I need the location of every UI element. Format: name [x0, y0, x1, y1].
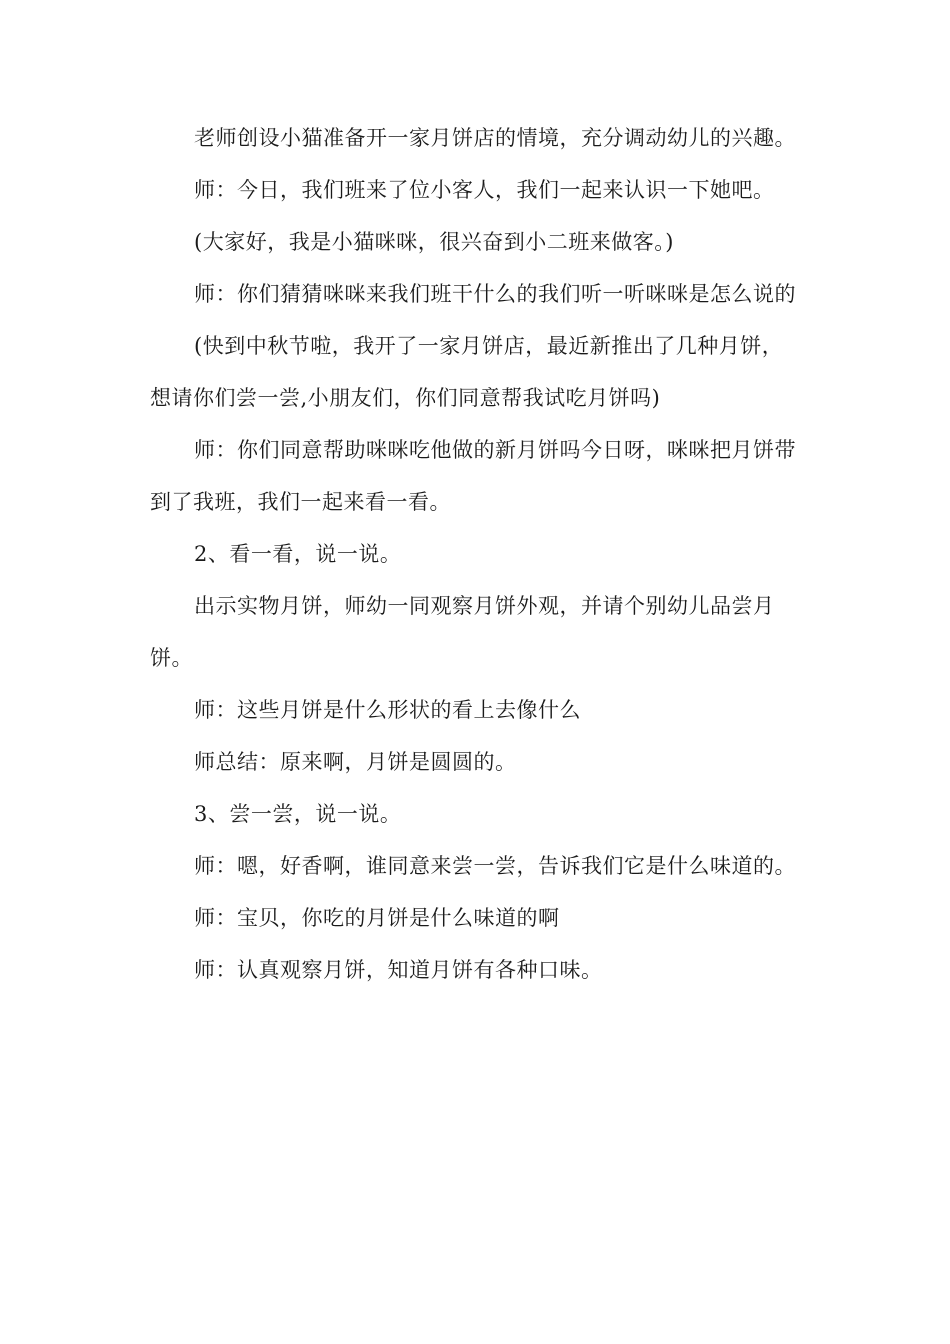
paragraph-teacher-question: 师：你们猜猜咪咪来我们班干什么的我们听一听咪咪是怎么说的 — [194, 282, 796, 306]
section-heading-look: 2、看一看，说一说。 — [194, 542, 402, 566]
paragraph-cat-invitation: (快到中秋节啦，我开了一家月饼店，最近新推出了几种月饼，想请你们尝一尝,小朋友们，你们同意帮我试吃月饼吗) — [150, 334, 784, 410]
paragraph-teacher-summary: 师总结：原来啊，月饼是圆圆的。 — [194, 750, 517, 774]
paragraph-teacher-bring-mooncakes: 师：你们同意帮助咪咪吃他做的新月饼吗今日呀，咪咪把月饼带到了我班，我们一起来看一看。 — [150, 438, 796, 514]
paragraph-teacher-greeting: 师：今日，我们班来了位小客人，我们一起来认识一下她吧。 — [194, 178, 775, 202]
paragraph-intro-context: 老师创设小猫准备开一家月饼店的情境，充分调动幼儿的兴趣。 — [194, 126, 796, 150]
paragraph-teacher-flavor-question: 师：宝贝，你吃的月饼是什么味道的啊 — [194, 906, 560, 930]
paragraph-cat-greeting: (大家好，我是小猫咪咪，很兴奋到小二班来做客。) — [194, 230, 674, 254]
document-body — [150, 112, 800, 996]
paragraph-teacher-observe: 师：认真观察月饼，知道月饼有各种口味。 — [194, 958, 603, 982]
paragraph-teacher-taste-invite: 师：嗯，好香啊，谁同意来尝一尝，告诉我们它是什么味道的。 — [194, 854, 796, 878]
section-heading-taste: 3、尝一尝，说一说。 — [194, 802, 402, 826]
paragraph-teacher-shape-question: 师：这些月饼是什么形状的看上去像什么 — [194, 698, 581, 722]
paragraph-show-mooncakes: 出示实物月饼，师幼一同观察月饼外观，并请个别幼儿品尝月饼。 — [150, 594, 775, 670]
